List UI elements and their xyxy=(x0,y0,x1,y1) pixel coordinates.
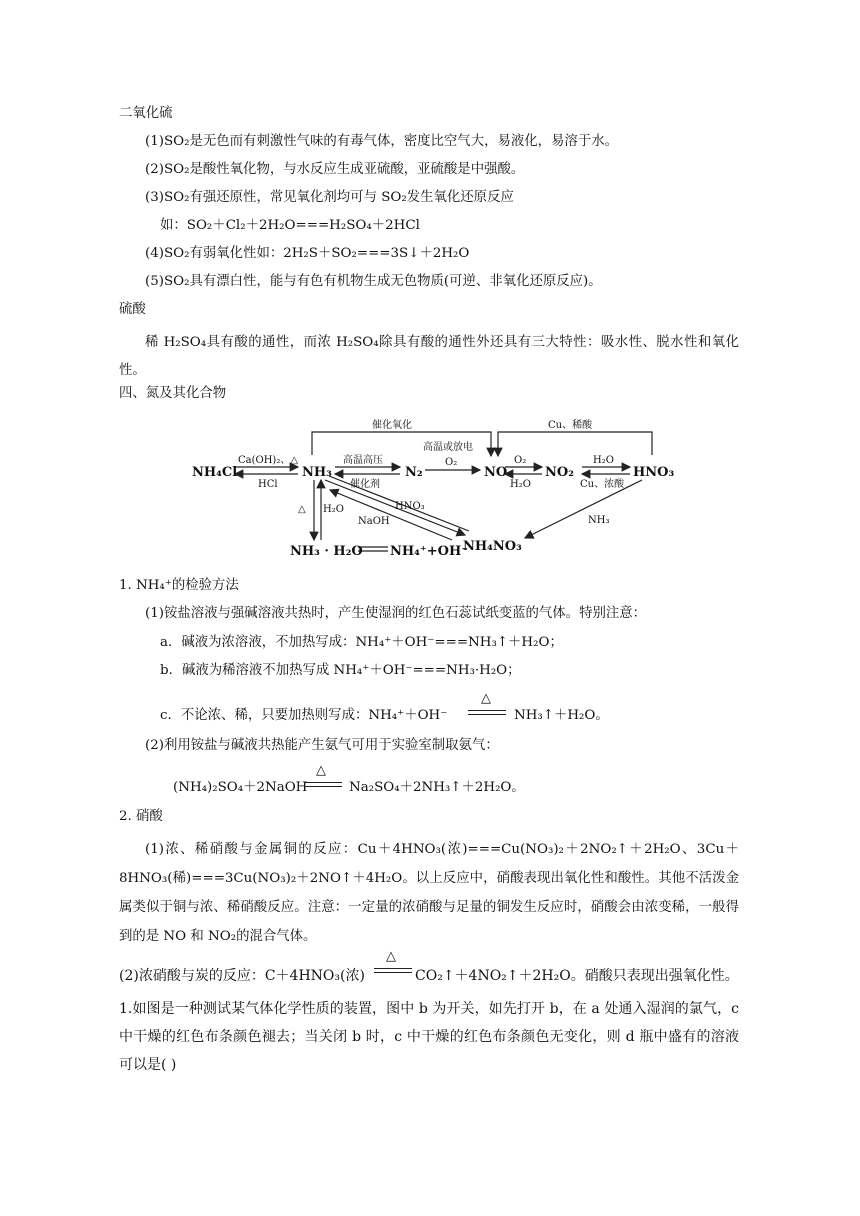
label-cu-dilute-acid: Cu、稀酸 xyxy=(548,420,593,431)
label-high-temp-discharge: 高温或放电 xyxy=(423,442,473,453)
so2-point-4: (4)SO₂有弱氧化性如：2H₂S＋SO₂===3S↓＋2H₂O xyxy=(145,246,470,261)
ammonia-prep-products: Na₂SO₄＋2NH₃↑＋2H₂O。 xyxy=(349,780,525,795)
label-delta: △ xyxy=(298,504,306,515)
nh4-test-heading: 1. NH₄⁺的检验方法 xyxy=(119,578,239,593)
label-hcl: HCl xyxy=(258,479,278,490)
diagram-ions: NH₄⁺+OH⁻ xyxy=(390,544,469,559)
nh4-test-point-1: (1)铵盐溶液与强碱溶液共热时，产生使湿润的红色石蕊试纸变蓝的气体。特别注意： xyxy=(145,606,647,621)
label-nh3-reagent: NH₃ xyxy=(588,515,610,526)
nitric-acid-carbon-reactants: (2)浓硝酸与炭的反应：C＋4HNO₃(浓) xyxy=(119,968,365,984)
equals-sign-prep xyxy=(304,782,342,783)
label-o2-n2-no: O₂ xyxy=(445,457,458,468)
diagram-no2: NO₂ xyxy=(545,465,574,480)
so2-point-3: (3)SO₂有强还原性，常见氧化剂均可与 SO₂发生氧化还原反应 xyxy=(145,190,514,205)
label-h2o-nh3: H₂O xyxy=(323,504,344,515)
so2-heading: 二氧化硫 xyxy=(119,106,173,121)
label-o2-no-no2: O₂ xyxy=(514,455,527,466)
label-h2o-no2-hno3: H₂O xyxy=(593,455,614,466)
diagram-nh4no3: NH₄NO₃ xyxy=(463,539,522,554)
label-catalyst: 催化剂 xyxy=(350,479,380,490)
nh4-test-point-a: a．碱液为浓溶液，不加热写成：NH₄⁺＋OH⁻===NH₃↑＋H₂O； xyxy=(160,635,563,650)
label-catalytic-oxidation: 催化氧化 xyxy=(372,420,412,431)
diagram-hno3: HNO₃ xyxy=(633,465,675,480)
label-h2o-no2-no: H₂O xyxy=(510,479,531,490)
heat-condition-c: △ xyxy=(481,691,491,706)
so2-point-5: (5)SO₂具有漂白性，能与有色有机物生成无色物质(可逆、非氧化还原反应)。 xyxy=(145,274,602,289)
h2so4-paragraph: 稀 H₂SO₄具有酸的通性，而浓 H₂SO₄除具有酸的通性外还具有三大特性：吸水性、脱水性和氧化性。 xyxy=(119,335,739,378)
nh4-test-point-2: (2)利用铵盐与碱液共热能产生氨气可用于实验室制取氨气： xyxy=(145,738,499,753)
diagram-nh3h2o: NH₃ · H₂O xyxy=(290,544,363,559)
nitric-acid-carbon-products: CO₂↑＋4NO₂↑＋2H₂O。硝酸只表现出强氧化性。 xyxy=(415,968,739,984)
nitrogen-conversion-diagram xyxy=(180,410,700,570)
so2-point-3-example: 如：SO₂＋Cl₂＋2H₂O===H₂SO₄＋2HCl xyxy=(160,218,420,233)
diagram-nh3: NH₃ xyxy=(302,465,332,480)
nh4-test-point-b: b．碱液为稀溶液不加热写成 NH₄⁺＋OH⁻===NH₃·H₂O； xyxy=(160,663,521,678)
so2-point-2: (2)SO₂是酸性氧化物，与水反应生成亚硫酸，亚硫酸是中强酸。 xyxy=(145,162,525,177)
nitrogen-heading: 四、氮及其化合物 xyxy=(119,386,227,401)
h2so4-heading: 硫酸 xyxy=(119,302,146,317)
diagram-no: NO xyxy=(484,465,508,480)
equals-sign-c xyxy=(468,710,506,711)
label-high-temp-pressure: 高温高压 xyxy=(343,455,383,466)
question-1: 1.如图是一种测试某气体化学性质的装置，图中 b 为开关，如先打开 b，在 a 处通入湿润的氯气，c 中干燥的红色布条颜色褪去；当关闭 b 时，c 中干燥的红色布条颜色无变化，则 d 瓶中盛有的溶液可以是( ) xyxy=(119,1001,739,1073)
equals-sign-prep-lower xyxy=(304,786,342,787)
equals-sign-carbon xyxy=(374,968,412,969)
nh4-test-point-c: c．不论浓、稀，只要加热则写成：NH₄⁺＋OH⁻ xyxy=(160,708,448,723)
label-caoh2: Ca(OH)₂、△ xyxy=(238,455,299,466)
nh4-test-point-c-products: NH₃↑＋H₂O。 xyxy=(514,708,609,723)
equals-sign-c-lower xyxy=(468,714,506,715)
diagram-n2: N₂ xyxy=(405,465,423,480)
diagram-nh4cl: NH₄Cl xyxy=(192,465,238,480)
equals-sign-carbon-lower xyxy=(374,972,412,973)
label-naoh: NaOH xyxy=(358,516,390,527)
so2-point-1: (1)SO₂是无色而有刺激性气味的有毒气体，密度比空气大，易液化，易溶于水。 xyxy=(145,134,618,149)
heat-condition-prep: △ xyxy=(316,763,326,778)
nitric-acid-heading: 2. 硝酸 xyxy=(119,809,163,824)
heat-condition-carbon: △ xyxy=(386,949,396,964)
nitric-acid-point-1: (1)浓、稀硝酸与金属铜的反应：Cu＋4HNO₃(浓)===Cu(NO₃)₂＋2NO₂↑＋2H₂O、3Cu＋8HNO₃(稀)===3Cu(NO₃)₂＋2NO↑＋4H₂O。以上反应中，硝酸表现出氧化性和酸性。其他不活泼金属类似于铜与浓、稀硝酸反应。注意：一定量的浓硝酸与足量的铜发生反应时，硝酸会由浓变稀，一般得到的是 NO 和 NO₂的混合气体。 xyxy=(119,842,739,944)
label-hno3-reagent: HNO₃ xyxy=(395,501,425,512)
label-cu-conc-acid: Cu、浓酸 xyxy=(580,479,625,490)
ammonia-prep-reactants: (NH₄)₂SO₄＋2NaOH xyxy=(173,780,308,795)
